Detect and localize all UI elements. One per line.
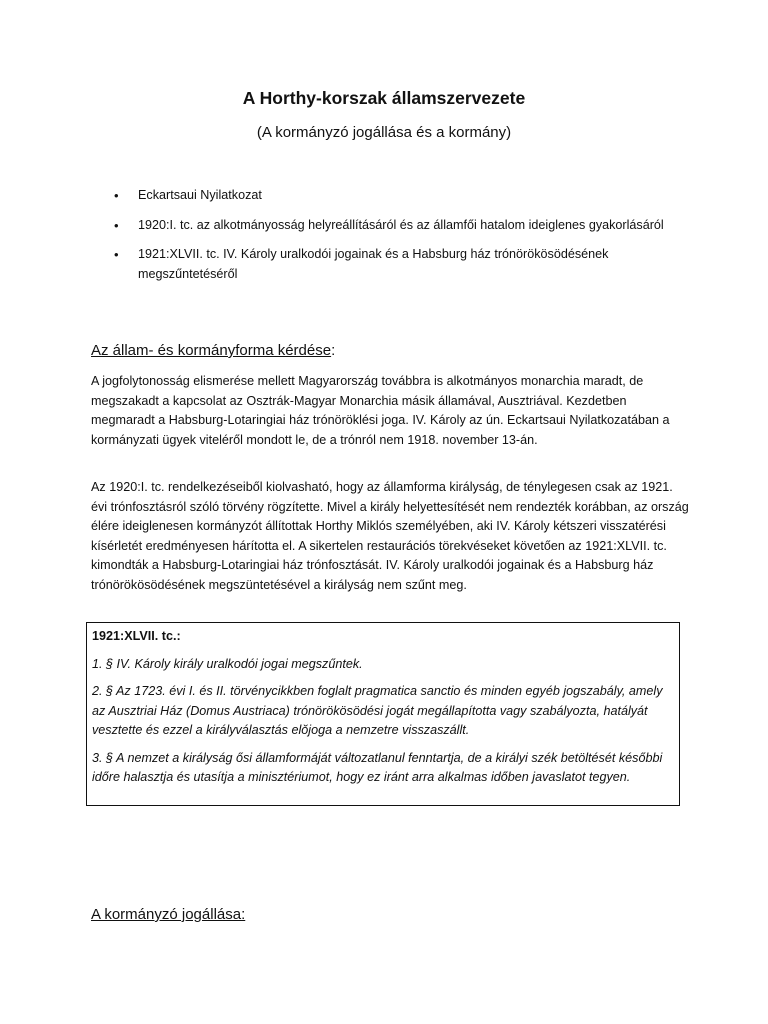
law-excerpt-box [86,622,680,806]
section-heading-regent [91,906,245,923]
law-paragraph: 1. § IV. Károly király uralkodói jogai megszűntek. [92,656,363,671]
section-heading-state-form [91,342,335,359]
paragraph: Az 1920:I. tc. rendelkezéseiből kiolvasható, hogy az államforma királyság, de ténylegesen csak az 1921. évi trónfosztásról szóló törvény rögzítette. Mivel a király helyettesítését nem rendezték korábban, az ország élére ideiglenesen kormányzót állítottak Horthy Miklós személyében, aki IV. Károly kétszeri visszatérési kísérletét eredményesen hárította el. A sikertelen restaurációs törekvéseket követően az 1921:XLVII. tc. kimondták a Habsburg-Lotaringiai ház trónfosztását. IV. Károly uralkodói jogainak és a Habsburg ház trónörökösödésének megszüntetésével a királyság nem szűnt meg. [91,480,689,592]
section-heading-text: A kormányzó jogállása: [91,906,246,923]
law-paragraph: 3. § A nemzet a királyság ősi államformáját változatlanul fenntartja, de a királyi szék betöltését későbbi időre halasztja és utasítja a minisztériumot, hogy ez iránt arra alkalmas időben javaslatot tegyen. [92,750,663,784]
bullet-item: • 1920:I. tc. az alkotmányosság helyreállításáról és az államfői hatalom ideiglenes gyakorlásáról [114,216,674,236]
law-excerpt-heading: 1921:XLVII. tc.: [92,629,181,643]
document-title: A Horthy-korszak államszervezete [242,88,526,108]
law-paragraph: 2. § Az 1723. évi I. és II. törvénycikkben foglalt pragmatica sanctio és minden egyéb jogszabály, amely az Ausztriai Ház (Domus Austriaca) trónörökösödési jogát megállapította vagy szabályozta, hatályát vesztette és ezzel a királyválasztás elŏjoga a nemzetre visszaszállt. [92,684,663,737]
bullet-list [114,186,674,294]
bullet-item: • 1921:XLVII. tc. IV. Károly uralkodói jogainak és a Habsburg ház trónörökösödésének megszűntetéséről [114,245,674,284]
bullet-item: • Eckartsaui Nyilatkozat [114,186,674,206]
section-heading-colon: : [331,342,336,359]
paragraph: A jogfolytonosság elismerése mellett Magyarország továbbra is alkotmányos monarchia maradt, de megszakadt a kapcsolat az Osztrák-Magyar Monarchia másik államával, Ausztriával. Kezdetben megmaradt a Habsburg-Lotaringiai ház trónöröklési joga. IV. Károly az ún. Eckartsaui Nyilatkozatában a kormányzati ügyek viteléről mondott le, de a trónról nem 1918. november 13-án. [91,374,670,447]
section-heading-text: Az állam- és kormányforma kérdése [91,342,332,359]
document-subtitle: (A kormányzó jogállása és a kormány) [256,124,512,141]
